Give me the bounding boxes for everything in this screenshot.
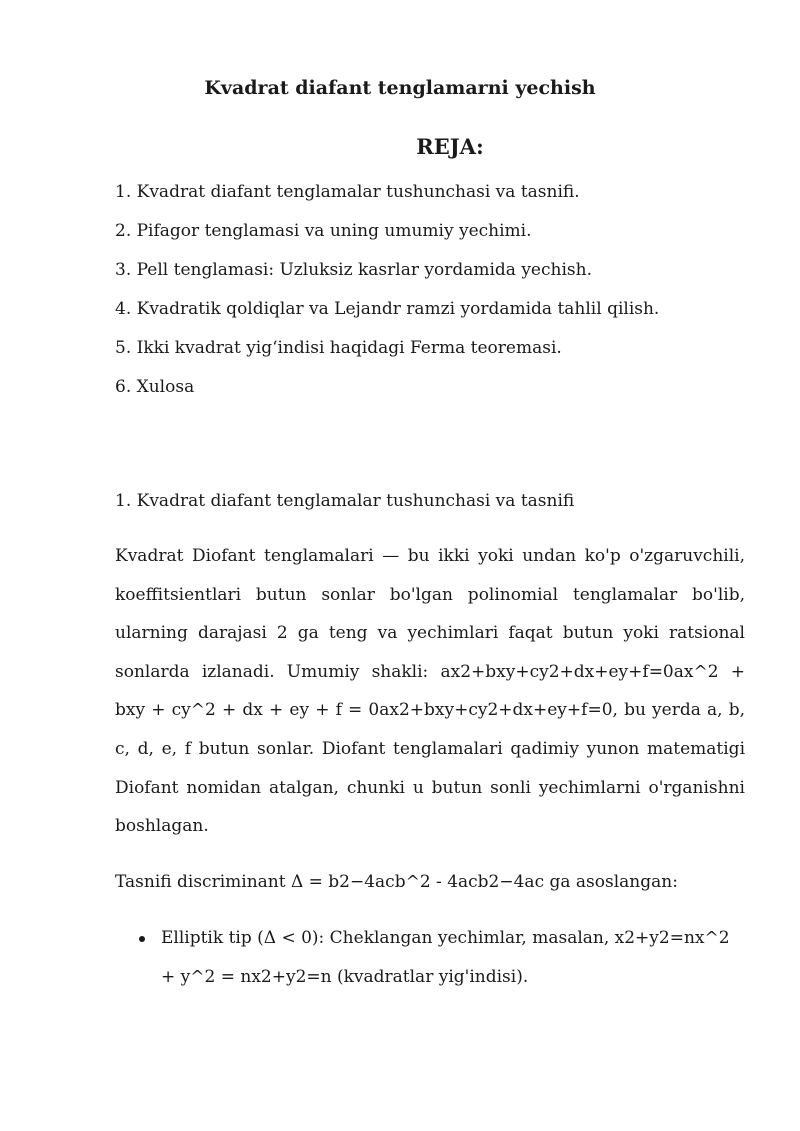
plan-item: 2. Pifagor tenglamasi va uning umumiy yechimi. bbox=[115, 221, 532, 241]
plan-item: 3. Pell tenglamasi: Uzluksiz kasrlar yordamida yechish. bbox=[115, 260, 592, 280]
document-title: Kvadrat diafant tenglamarni yechish bbox=[204, 77, 596, 99]
bullet-dot-icon bbox=[139, 936, 145, 942]
bullet-item bbox=[115, 919, 745, 996]
bullet-list bbox=[115, 919, 745, 996]
section-heading: 1. Kvadrat diafant tenglamalar tushunchasi va tasnifi bbox=[115, 491, 575, 511]
body-paragraph: Kvadrat Diofant tenglamalari — bu ikki yoki undan ko'p o'zgaruvchili, koeffitsientlari butun sonlar bo'lgan polinomial tenglamalar bo'lib, ularning darajasi 2 ga teng va yechimlari faqat butun yoki ratsional sonlarda izlanadi. Umumiy shakli: ax2+bxy+cy2+dx+ey+f=0ax^2 + bxy + cy^2 + dx + ey + f = 0ax2+bxy+cy2+dx+ey+f=0, bu yerda a, b, c, d, e, f butun sonlar. Diofant tenglamalari qadimiy yunon matematigi Diofant nomidan atalgan, chunki u butun sonli yechimlarni o'rganishni boshlagan. bbox=[115, 546, 745, 837]
body-paragraph: Tasnifi discriminant Δ = b2−4acb^2 - 4acb2−4ac ga asoslangan: bbox=[115, 872, 678, 892]
plan-item: 6. Xulosa bbox=[115, 377, 195, 397]
plan-item: 5. Ikki kvadrat yig‘indisi haqidagi Ferma teoremasi. bbox=[115, 338, 562, 358]
bullet-text: Elliptik tip (Δ < 0): Cheklangan yechimlar, masalan, x2+y2=nx^2 + y^2 = nx2+y2=n (kvadratlar yig'indisi). bbox=[161, 928, 730, 987]
plan-list bbox=[115, 179, 659, 413]
plan-item: 4. Kvadratik qoldiqlar va Lejandr ramzi yordamida tahlil qilish. bbox=[115, 299, 660, 319]
plan-heading: REJA: bbox=[416, 134, 484, 159]
plan-item: 1. Kvadrat diafant tenglamalar tushunchasi va tasnifi. bbox=[115, 182, 580, 202]
